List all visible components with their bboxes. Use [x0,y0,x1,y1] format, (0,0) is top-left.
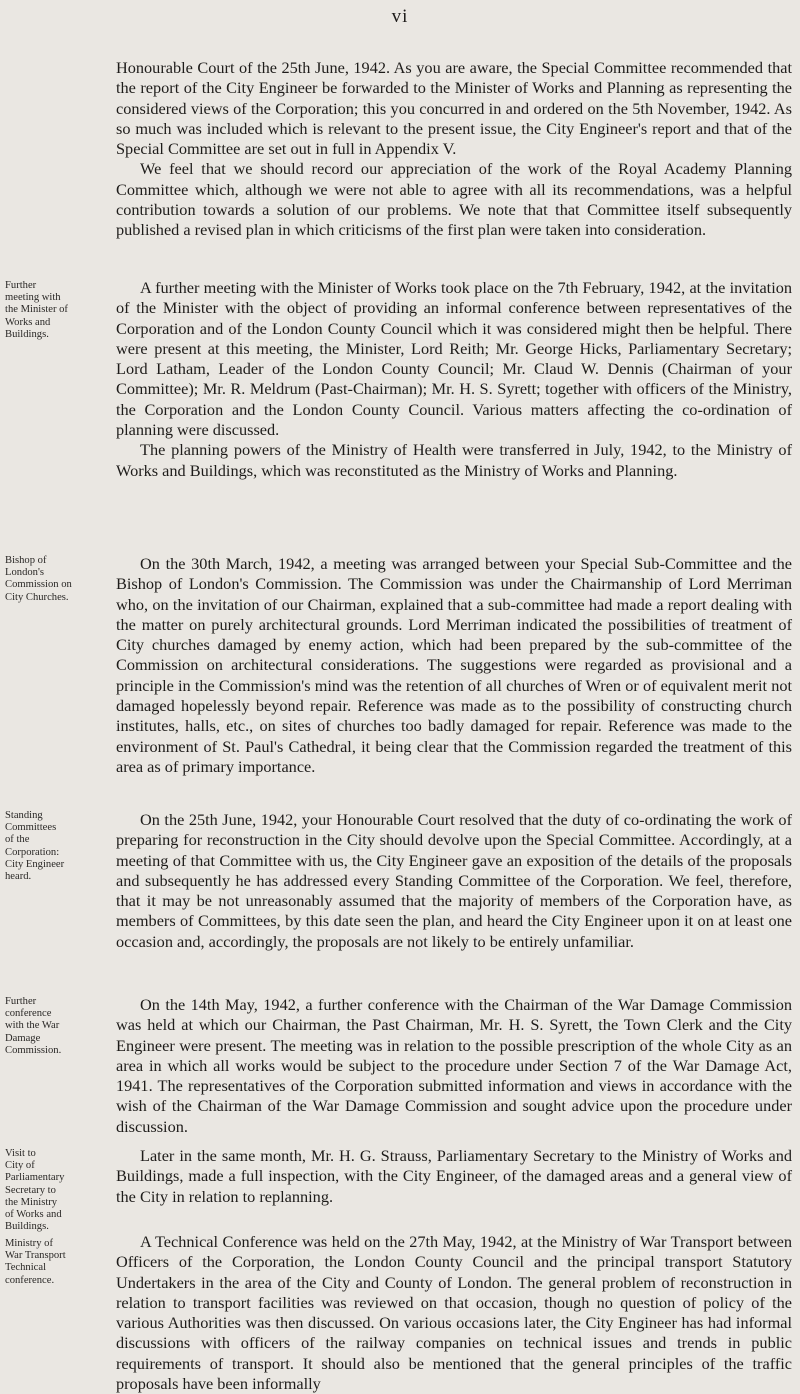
margin-note-line: the Minister of [5,304,68,316]
margin-note-war-transport [5,1238,109,1287]
margin-note-line: City Churches. [5,591,69,603]
margin-note-parliamentary-visit [5,1148,109,1233]
margin-note-bishop-commission [5,555,109,604]
body-block-war-transport [116,1232,792,1394]
margin-note-line: Commission. [5,1044,62,1056]
body-paragraph: Honourable Court of the 25th June, 1942. As you are aware, the Special Committee recommended that the report of the City Engineer be forwarded to the Minister of Works and Planning as representing the considered views of the Corporation; this you concurred in and ordered on the 5th November, 1942. As so much was included which is relevant to the present issue, the City Engineer's report and that of the Special Committee are set out in full in Appendix V. [116,58,792,159]
margin-note-line: Secretary to [5,1184,56,1196]
body-paragraph: On the 14th May, 1942, a further conference with the Chairman of the War Damage Commission was held at which our Chairman, the Past Chairman, Mr. H. S. Syrett, the Town Clerk and the City Engineer were present. The meeting was in relation to the possible prescription of the whole City as an area in which all works would be subject to the procedure under Section 7 of the War Damage Act, 1941. The representatives of the Corporation submitted information and views in accordance with the wish of the Chairman of the War Damage Commission and sought advice upon the procedure under discussion. [116,995,792,1136]
body-paragraph: We feel that we should record our appreciation of the work of the Royal Academy Planning Committee which, although we were not able to agree with all its recommendations, was a helpful contribution towards a solution of our problems. We note that that Committee itself subsequently published a revised plan in which criticisms of the first plan were taken into consideration. [116,159,792,240]
body-block-standing-committees [116,810,792,952]
body-block-minister-meeting [116,278,792,481]
margin-note-line: Corporation: [5,846,60,858]
margin-note-line: heard. [5,871,32,883]
body-block-continuation [116,58,792,241]
margin-note-line: Ministry of [5,1238,53,1249]
margin-note-line: of Works and [5,1209,62,1221]
margin-note-line: Visit to [5,1148,36,1159]
margin-note-line: the Ministry [5,1196,58,1208]
margin-note-line: City Engineer [5,858,65,870]
margin-note-standing-committees [5,810,109,883]
body-paragraph: A Technical Conference was held on the 27th May, 1942, at the Ministry of War Transport between Officers of the Corporation, the London County Council and the principal transport Statutory Undertakers in the area of the City and County of London. The general problem of reconstruction in relation to transport facilities was reviewed on that occasion, though no question of policy of the various Authorities was then discussed. On various occasions later, the City Engineer has had informal discussions with officers of the railway companies on technical issues and trends in public requirements of transport. It should also be mentioned that the general principles of the traffic proposals have been informally [116,1232,792,1394]
margin-note-line: conference. [5,1274,55,1286]
body-paragraph: On the 30th March, 1942, a meeting was arranged between your Special Sub-Committee and the Bishop of London's Commission. The Commission was under the Chairmanship of Lord Merriman who, on the invitation of our Chairman, explained that a sub-committee had made a report dealing with the matter on purely architectural grounds. Lord Merriman indicated the possibilities of treatment of City churches damaged by enemy action, which had been prepared by the sub-committee of the Commission on architectural considerations. The suggestions were regarded as provisional and a principle in the Commission's mind was the retention of all churches of Wren or of equivalent merit not damaged hopelessly beyond repair. Reference was made as to the possibility of constructing church institutes, halls, etc., on sites of churches too badly damaged for repair. Reference was made to the environment of St. Paul's Cathedral, it being clear that the Commission regarded the treatment of this area as of primary importance. [116,554,792,776]
margin-note-line: War Transport [5,1250,66,1262]
body-block-war-damage [116,995,792,1137]
margin-note-line: Bishop of [5,555,47,566]
margin-note-line: Commission on [5,579,72,591]
body-block-bishop-commission [116,554,792,777]
margin-note-line: Parliamentary [5,1172,65,1184]
margin-note-war-damage [5,996,109,1057]
margin-note-line: conference [5,1008,52,1020]
margin-note-line: Further [5,280,37,291]
body-paragraph: The planning powers of the Ministry of Health were transferred in July, 1942, to the Ministry of Works and Buildings, which was reconstituted as the Ministry of Works and Planning. [116,440,792,480]
margin-note-line: Standing [5,810,43,821]
margin-note-line: meeting with [5,292,61,304]
margin-note-line: with the War [5,1020,60,1032]
margin-note-line: of the [5,834,30,846]
margin-note-line: Buildings. [5,328,49,340]
margin-note-line: Buildings. [5,1221,49,1233]
margin-note-line: Further [5,996,37,1007]
margin-note-line: Technical [5,1262,47,1274]
body-block-parliamentary-visit [116,1146,792,1207]
margin-note-line: City of [5,1160,35,1172]
body-paragraph: Later in the same month, Mr. H. G. Strauss, Parliamentary Secretary to the Ministry of Works and Buildings, made a full inspection, with the City Engineer, of the damaged areas and a general view of the City in relation to replanning. [116,1146,792,1206]
body-paragraph: A further meeting with the Minister of Works took place on the 7th February, 1942, at the invitation of the Minister with the object of providing an informal conference between representatives of the Corporation and of the London County Council which it was considered might then be helpful. There were present at this meeting, the Minister, Lord Reith; Mr. George Hicks, Parliamentary Secretary; Lord Latham, Leader of the London County Council; Mr. Claud W. Dennis (Chairman of your Committee); Mr. R. Meldrum (Past-Chairman); Mr. H. S. Syrett; together with officers of the Ministry, the Corporation and the London County Council. Various matters affecting the co-ordination of planning were discussed. [116,278,792,440]
margin-note-line: Works and [5,316,51,328]
margin-note-line: Committees [5,822,57,834]
margin-note-line: Damage [5,1032,41,1044]
margin-note-line: London's [5,567,44,579]
margin-note-minister-meeting [5,280,109,341]
body-paragraph: On the 25th June, 1942, your Honourable Court resolved that the duty of co-ordinating the work of preparing for reconstruction in the City should devolve upon the Special Committee. Accordingly, at a meeting of that Committee with us, the City Engineer gave an exposition of the details of the proposals and subsequently he has addressed every Standing Committee of the Corporation. We feel, therefore, that it may be not unreasonably assumed that the majority of members of the Corporation have, as members of Committees, by this date seen the plan, and heard the City Engineer upon it on at least one occasion and, accordingly, the proposals are not likely to be entirely unfamiliar. [116,810,792,951]
page-number: vi [391,6,409,27]
